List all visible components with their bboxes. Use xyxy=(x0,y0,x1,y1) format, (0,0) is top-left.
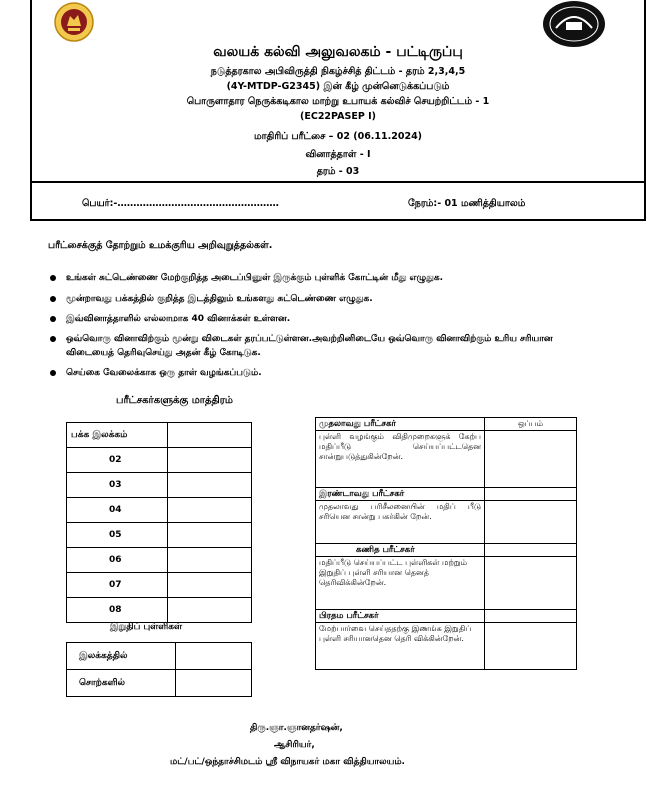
exam-code: (EC22PASEP I) xyxy=(300,111,376,122)
model-exam-line: மாதிரிப் பரீட்சை – 02 (06.11.2024) xyxy=(253,131,423,142)
table-row: 02 xyxy=(67,448,252,473)
bullet-icon xyxy=(50,370,56,376)
page-marks-table xyxy=(66,422,252,623)
programme-line: நடுத்தரகால அபிவிருத்தி நிகழ்ச்சித் திட்டம் - தரம் 2,3,4,5 xyxy=(210,66,466,77)
table-row: 07 xyxy=(67,573,252,598)
table-row: 08 xyxy=(67,598,252,623)
in-words-label: சொற்களில் xyxy=(67,670,176,697)
economic-line: பொருளாதார நெருக்கடிகால மாற்று உபாயக் கல்விச் செயற்றிட்டம் - 1 xyxy=(186,96,490,107)
instruction-item: உங்கள் சுட்டெண்ணை மேற்குறித்த அடைப்பினுள் இருக்கும் புள்ளிக் கோட்டின் மீது எழுதுக. xyxy=(66,273,444,283)
examiners-only-label: பரீட்சகர்களுக்கு மாத்திரம் xyxy=(116,395,233,406)
second-examiner-label: இரண்டாவது பரீட்சகர் xyxy=(316,488,485,501)
chief-examiner-text: மேற்பார்வை செய்ததற்கு இணங்க இறுதிப் புள்ளி சரியானதென தெரி விக்கின்றேன். xyxy=(316,623,485,670)
table-row: 06 xyxy=(67,548,252,573)
author-role: ஆசிரியர், xyxy=(274,740,315,750)
instruction-item: ஒவ்வொரு வினாவிற்கும் மூன்று விடைகள் தரப்பட்டுள்ளன.அவற்றினிடையே ஒவ்வொரு வினாவிற்கும் உரிய சரியான விடையைத் தெரிவுசெய்து அதன் கீழ் கோடிடுக. xyxy=(66,334,553,358)
bullet-icon xyxy=(50,336,56,342)
chief-signature-cell[interactable] xyxy=(485,623,577,670)
math-examiner-label: கணித பரீட்சகர் xyxy=(316,544,485,557)
name-label: பெயர்:-…………………………………………… xyxy=(82,198,279,209)
paper-line: வினாத்தாள் - I xyxy=(305,149,371,160)
second-signature-cell[interactable] xyxy=(485,501,577,544)
table-row: 05 xyxy=(67,523,252,548)
final-marks-table xyxy=(66,642,252,697)
math-examiner-text: மதிப்பீடு செய்யப்பட்ட புள்ளிகள் மற்றும் இறுதிப் புள்ளி சரியான தெனத் தெரிவிக்கின்றேன். xyxy=(316,557,485,610)
first-signature-cell[interactable] xyxy=(485,431,577,488)
instructions-title: பரீட்சைக்குத் தோற்றும் உமக்குரிய அறிவுறுத்தல்கள். xyxy=(48,240,273,251)
first-examiner-label: முதலாவது பரீட்சகர் xyxy=(316,418,485,431)
chief-examiner-label: பிரதம பரீட்சகர் xyxy=(316,610,485,623)
math-signature-cell[interactable] xyxy=(485,557,577,610)
instruction-item: மூன்றாவது பக்கத்தில் குறித்த இடத்திலும் உங்களது சுட்டெண்ணை எழுதுக. xyxy=(66,294,373,304)
author-name: திரு.ஞா.ஞானதர்ஷன், xyxy=(250,723,343,733)
bullet-icon xyxy=(50,296,56,302)
page-number-header: பக்க இலக்கம் xyxy=(67,423,168,448)
second-examiner-text: முதலாவது பரிசீலனையின் மதிப் பீடு சரியென சான்று பகர்கின் றேன். xyxy=(316,501,485,544)
in-numbers-label: இலக்கத்தில் xyxy=(67,643,176,670)
final-marks-label: இறுதிப் புள்ளிகள் xyxy=(110,622,183,632)
instruction-item: செய்கை வேலைக்காக ஒரு தாள் வழங்கப்படும். xyxy=(66,368,262,378)
bullet-icon xyxy=(50,316,56,322)
signature-header: ஒப்பம் xyxy=(485,418,577,431)
table-row: 03 xyxy=(67,473,252,498)
code-line: (4Y-MTDP-G2345) இன் கீழ் முன்னெடுக்கப்படும் xyxy=(226,81,450,92)
time-label: நேரம்:- 01 மணித்தியாலம் xyxy=(408,198,526,209)
sri-lanka-emblem-icon xyxy=(54,2,94,42)
school-name: மட்/பட்/ஒந்தாச்சிமடம் ஸ்ரீ விநாயகர் மகா வித்தியாலயம். xyxy=(170,757,405,767)
grade-line: தரம் - 03 xyxy=(316,166,360,177)
instruction-item: இவ்வினாத்தாளில் எல்லாமாக 40 வினாக்கள் உள்ளன. xyxy=(66,314,291,324)
bullet-icon xyxy=(50,275,56,281)
school-logo-icon xyxy=(542,0,606,48)
first-examiner-text: புள்ளி வழங்கும் விதிமுறைகளுக் கேற்ப மதிப்பீடு செய்யப்பட்டதென சான்றுபடுத்துகின்றேன். xyxy=(316,431,485,488)
examiners-table xyxy=(315,417,577,670)
table-row: 04 xyxy=(67,498,252,523)
office-title: வலயக் கல்வி அலுவலகம் - பட்டிருப்பு xyxy=(213,44,463,60)
